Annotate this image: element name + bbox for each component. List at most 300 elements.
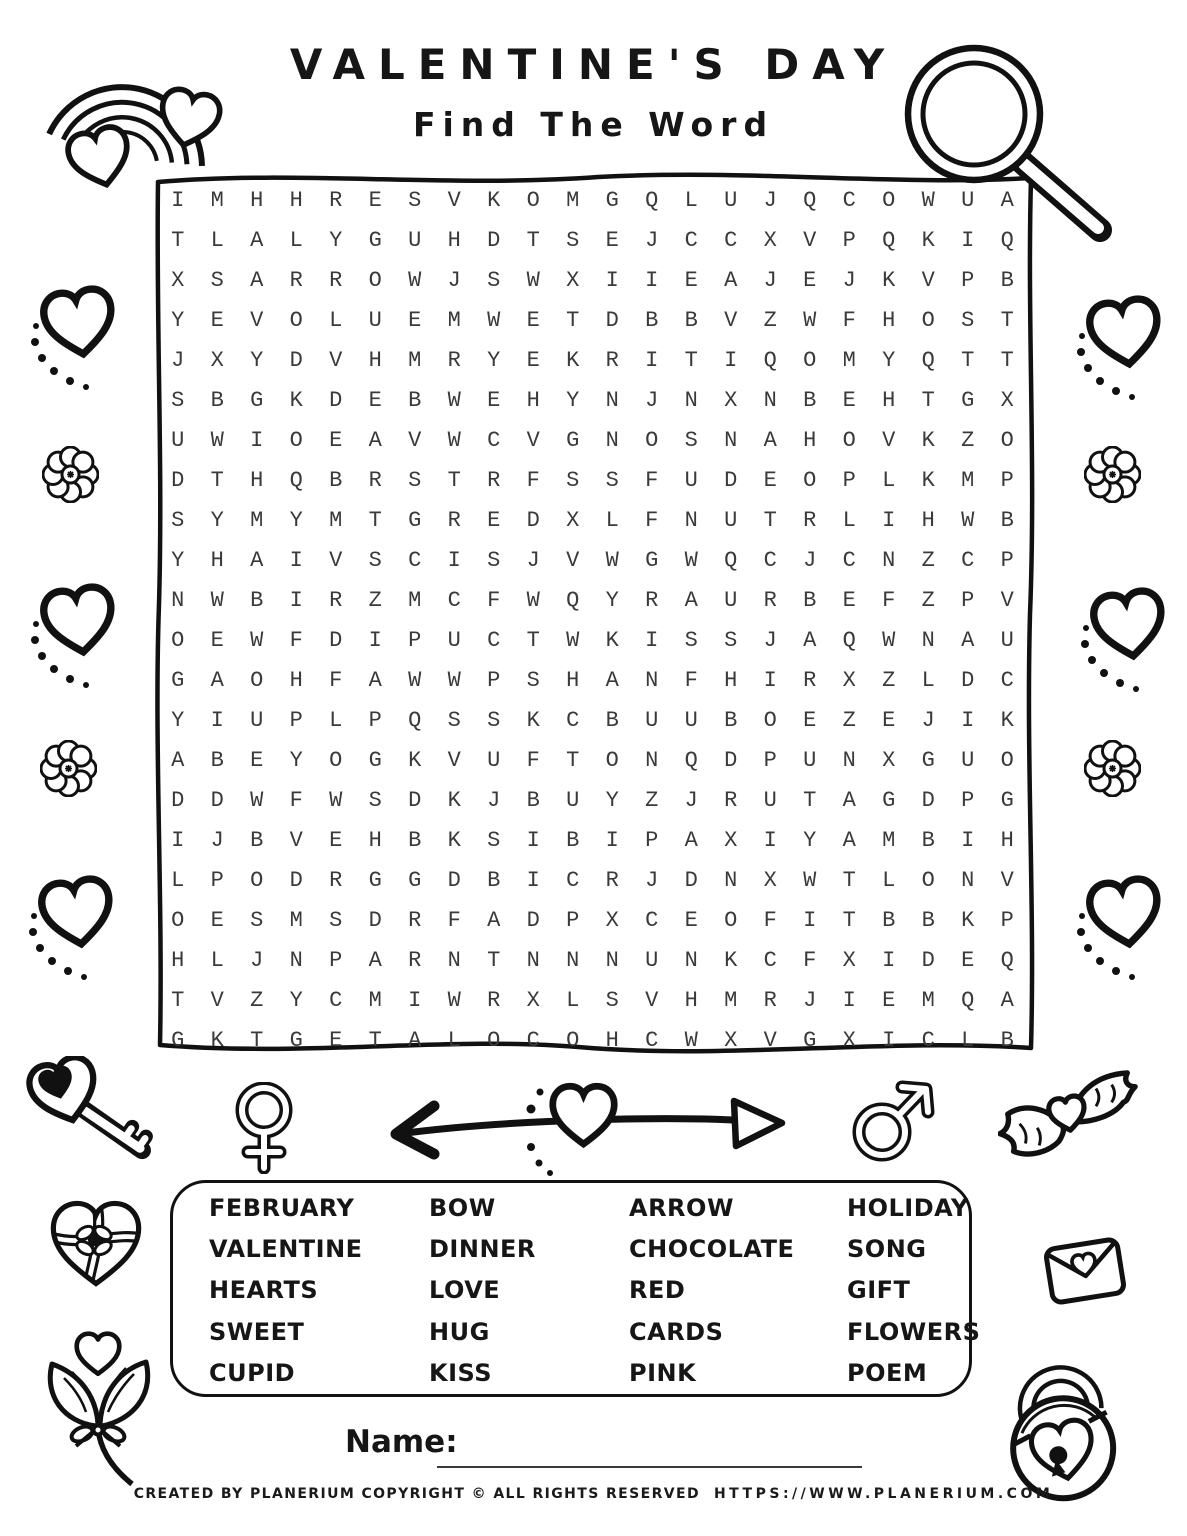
- female-symbol-icon: [230, 1082, 302, 1174]
- grid-letter: Q: [961, 988, 975, 1013]
- grid-letter: U: [645, 948, 659, 973]
- grid-letter: E: [210, 628, 224, 653]
- grid-letter: V: [210, 988, 224, 1013]
- grid-letter: O: [882, 188, 896, 213]
- grid-letter: I: [171, 188, 185, 213]
- grid-letter: E: [763, 468, 777, 493]
- grid-letter: A: [763, 428, 777, 453]
- grid-letter: C: [961, 548, 975, 573]
- grid-letter: C: [566, 708, 580, 733]
- grid-letter: Q: [1000, 948, 1014, 973]
- grid-letter: G: [408, 508, 422, 533]
- word-item: ARROW: [629, 1194, 734, 1222]
- grid-letter: H: [684, 988, 698, 1013]
- word-search-grid-box: [148, 164, 1041, 1062]
- grid-letter: Y: [171, 308, 185, 333]
- grid-row: [158, 901, 1027, 941]
- grid-letter: P: [566, 908, 580, 933]
- grid-letter: D: [210, 788, 224, 813]
- grid-letter: Y: [487, 348, 501, 373]
- grid-letter: V: [803, 228, 817, 253]
- grid-letter: Y: [803, 828, 817, 853]
- grid-letter: B: [1000, 508, 1014, 533]
- grid-letter: W: [882, 628, 896, 653]
- grid-letter: X: [526, 988, 540, 1013]
- grid-letter: I: [961, 228, 975, 253]
- footer-credit: CREATED BY PLANERIUM COPYRIGHT © ALL RIGHTS RESERVED: [133, 1486, 700, 1502]
- grid-letter: H: [605, 1028, 619, 1053]
- grid-letter: U: [566, 788, 580, 813]
- grid-letter: A: [1000, 988, 1014, 1013]
- grid-letter: C: [842, 188, 856, 213]
- grid-letter: M: [250, 508, 264, 533]
- grid-letter: T: [368, 508, 382, 533]
- grid-letter: Z: [645, 788, 659, 813]
- grid-letter: R: [329, 268, 343, 293]
- grid-letter: H: [921, 508, 935, 533]
- grid-letter: T: [803, 788, 817, 813]
- grid-letter: A: [842, 828, 856, 853]
- grid-letter: W: [447, 388, 461, 413]
- page-title: VALENTINE'S DAY: [289, 40, 898, 89]
- grid-letter: N: [645, 748, 659, 773]
- grid-letter: M: [408, 588, 422, 613]
- grid-letter: T: [447, 468, 461, 493]
- grid-letter: S: [329, 908, 343, 933]
- grid-letter: S: [171, 508, 185, 533]
- grid-letter: E: [803, 268, 817, 293]
- grid-letter: E: [329, 428, 343, 453]
- grid-letter: R: [447, 508, 461, 533]
- grid-letter: I: [368, 628, 382, 653]
- grid-letter: F: [842, 308, 856, 333]
- grid-letter: O: [250, 868, 264, 893]
- grid-letter: Y: [289, 748, 303, 773]
- grid-letter: J: [487, 788, 501, 813]
- word-item: HEARTS: [209, 1276, 319, 1305]
- grid-letter: G: [882, 788, 896, 813]
- grid-letter: K: [408, 748, 422, 773]
- grid-letter: X: [566, 508, 580, 533]
- grid-letter: K: [487, 188, 501, 213]
- grid-letter: J: [921, 708, 935, 733]
- grid-letter: G: [605, 188, 619, 213]
- grid-letter: I: [763, 828, 777, 853]
- word-item: LOVE: [429, 1276, 501, 1305]
- grid-letter: O: [368, 268, 382, 293]
- grid-letter: I: [645, 348, 659, 373]
- male-symbol-icon: [850, 1078, 936, 1164]
- grid-letter: F: [487, 588, 501, 613]
- grid-letter: F: [882, 588, 896, 613]
- grid-letter: W: [329, 788, 343, 813]
- grid-row: [158, 781, 1027, 821]
- word-item: CUPID: [209, 1358, 296, 1387]
- grid-letter: W: [447, 668, 461, 693]
- grid-letter: P: [408, 628, 422, 653]
- grid-letter: C: [763, 548, 777, 573]
- grid-letter: R: [408, 908, 422, 933]
- grid-letter: R: [329, 588, 343, 613]
- grid-letter: B: [921, 828, 935, 853]
- grid-letter: C: [763, 948, 777, 973]
- grid-letter: G: [171, 668, 185, 693]
- grid-row: [158, 1021, 1027, 1061]
- grid-letter: W: [803, 308, 817, 333]
- grid-letter: U: [408, 228, 422, 253]
- grid-letter: F: [447, 908, 461, 933]
- grid-letter: R: [289, 268, 303, 293]
- grid-letter: C: [645, 1028, 659, 1053]
- grid-letter: T: [842, 908, 856, 933]
- grid-letter: A: [684, 588, 698, 613]
- grid-letter: H: [526, 388, 540, 413]
- grid-letter: B: [408, 388, 422, 413]
- grid-letter: B: [645, 308, 659, 333]
- doodle-heart-icon: [26, 872, 118, 984]
- grid-letter: U: [684, 468, 698, 493]
- grid-letter: J: [250, 948, 264, 973]
- grid-letter: W: [447, 988, 461, 1013]
- daisy-flower-icon: [42, 446, 99, 503]
- grid-letter: G: [408, 868, 422, 893]
- grid-letter: C: [487, 628, 501, 653]
- grid-letter: P: [329, 948, 343, 973]
- grid-letter: T: [566, 308, 580, 333]
- grid-letter: L: [882, 468, 896, 493]
- grid-letter: A: [171, 748, 185, 773]
- grid-letter: D: [329, 388, 343, 413]
- grid-letter: O: [250, 668, 264, 693]
- grid-letter: R: [368, 468, 382, 493]
- grid-letter: W: [605, 548, 619, 573]
- grid-letter: H: [368, 828, 382, 853]
- grid-letter: N: [289, 948, 303, 973]
- grid-letter: F: [289, 628, 303, 653]
- grid-letter: S: [171, 388, 185, 413]
- grid-letter: U: [724, 508, 738, 533]
- grid-letter: W: [408, 668, 422, 693]
- grid-letter: V: [329, 348, 343, 373]
- chocolate-box-icon: [42, 1192, 150, 1296]
- grid-row: [158, 661, 1027, 701]
- grid-letter: X: [171, 268, 185, 293]
- doodle-heart-icon: [1074, 872, 1166, 984]
- grid-letter: V: [526, 428, 540, 453]
- grid-letter: U: [724, 588, 738, 613]
- grid-letter: M: [289, 908, 303, 933]
- grid-letter: F: [289, 788, 303, 813]
- grid-letter: L: [882, 868, 896, 893]
- grid-letter: M: [408, 348, 422, 373]
- grid-letter: J: [210, 828, 224, 853]
- word-bank-column: [847, 1188, 980, 1394]
- tulip-icon: [36, 1326, 160, 1490]
- grid-letter: V: [329, 548, 343, 573]
- grid-letter: I: [171, 828, 185, 853]
- grid-letter: S: [408, 188, 422, 213]
- grid-letter: W: [961, 508, 975, 533]
- grid-letter: V: [447, 748, 461, 773]
- grid-letter: A: [408, 1028, 422, 1053]
- grid-letter: K: [447, 788, 461, 813]
- grid-letter: Q: [842, 628, 856, 653]
- grid-letter: N: [566, 948, 580, 973]
- grid-letter: B: [210, 388, 224, 413]
- grid-letter: J: [645, 388, 659, 413]
- grid-letter: R: [645, 588, 659, 613]
- doodle-heart-icon: [1074, 292, 1166, 404]
- grid-letter: G: [368, 868, 382, 893]
- grid-letter: Y: [289, 988, 303, 1013]
- grid-letter: J: [763, 188, 777, 213]
- grid-letter: A: [250, 228, 264, 253]
- grid-letter: T: [250, 1028, 264, 1053]
- grid-letter: L: [210, 228, 224, 253]
- grid-letter: D: [289, 348, 303, 373]
- grid-letter: S: [368, 548, 382, 573]
- grid-letter: I: [289, 548, 303, 573]
- grid-letter: D: [921, 948, 935, 973]
- grid-letter: L: [447, 1028, 461, 1053]
- grid-letter: O: [566, 1028, 580, 1053]
- grid-letter: N: [605, 388, 619, 413]
- grid-letter: U: [250, 708, 264, 733]
- daisy-flower-icon: [1084, 740, 1141, 797]
- grid-letter: Y: [605, 788, 619, 813]
- grid-letter: O: [803, 348, 817, 373]
- grid-letter: C: [487, 428, 501, 453]
- grid-letter: W: [408, 268, 422, 293]
- grid-letter: V: [447, 188, 461, 213]
- grid-letter: C: [447, 588, 461, 613]
- word-item: RED: [629, 1276, 686, 1305]
- grid-letter: U: [763, 788, 777, 813]
- grid-letter: E: [487, 388, 501, 413]
- grid-letter: W: [487, 308, 501, 333]
- grid-letter: Z: [368, 588, 382, 613]
- grid-letter: Q: [645, 188, 659, 213]
- grid-letter: P: [368, 708, 382, 733]
- grid-letter: B: [684, 308, 698, 333]
- grid-letter: W: [921, 188, 935, 213]
- grid-letter: O: [526, 188, 540, 213]
- grid-letter: O: [171, 628, 185, 653]
- grid-letter: P: [289, 708, 303, 733]
- grid-letter: S: [368, 788, 382, 813]
- word-search-grid: [158, 181, 1027, 1061]
- grid-letter: G: [566, 428, 580, 453]
- grid-letter: D: [368, 908, 382, 933]
- grid-letter: C: [921, 1028, 935, 1053]
- grid-letter: I: [250, 428, 264, 453]
- grid-letter: B: [803, 388, 817, 413]
- word-item: DINNER: [429, 1235, 536, 1264]
- cupid-arrow-heart-icon: [382, 1070, 797, 1180]
- grid-letter: H: [250, 468, 264, 493]
- grid-letter: D: [171, 468, 185, 493]
- grid-letter: I: [961, 828, 975, 853]
- daisy-flower-icon: [40, 740, 97, 797]
- grid-letter: D: [447, 868, 461, 893]
- grid-letter: B: [605, 708, 619, 733]
- grid-letter: E: [684, 908, 698, 933]
- grid-letter: D: [289, 868, 303, 893]
- grid-letter: E: [487, 508, 501, 533]
- grid-row: [158, 861, 1027, 901]
- grid-letter: R: [605, 348, 619, 373]
- word-item: KISS: [429, 1358, 493, 1387]
- grid-letter: Y: [882, 348, 896, 373]
- grid-letter: R: [487, 988, 501, 1013]
- grid-letter: B: [803, 588, 817, 613]
- footer: [0, 1486, 1187, 1502]
- grid-letter: I: [210, 708, 224, 733]
- grid-letter: B: [210, 748, 224, 773]
- grid-letter: H: [882, 388, 896, 413]
- grid-letter: K: [566, 348, 580, 373]
- grid-letter: K: [1000, 708, 1014, 733]
- grid-letter: C: [526, 1028, 540, 1053]
- grid-letter: G: [368, 748, 382, 773]
- grid-letter: L: [329, 708, 343, 733]
- grid-letter: L: [842, 508, 856, 533]
- grid-letter: A: [368, 668, 382, 693]
- grid-letter: T: [763, 508, 777, 533]
- grid-letter: F: [645, 508, 659, 533]
- grid-letter: Y: [250, 348, 264, 373]
- grid-row: [158, 621, 1027, 661]
- grid-letter: A: [842, 788, 856, 813]
- word-item: HOLIDAY: [847, 1194, 969, 1222]
- grid-letter: K: [921, 428, 935, 453]
- grid-letter: G: [368, 228, 382, 253]
- grid-letter: X: [842, 948, 856, 973]
- grid-letter: E: [605, 228, 619, 253]
- grid-letter: Y: [329, 228, 343, 253]
- grid-letter: I: [882, 1028, 896, 1053]
- grid-letter: F: [329, 668, 343, 693]
- grid-letter: T: [171, 228, 185, 253]
- grid-letter: M: [921, 988, 935, 1013]
- grid-letter: P: [763, 748, 777, 773]
- grid-letter: S: [566, 228, 580, 253]
- grid-letter: Z: [961, 428, 975, 453]
- grid-letter: D: [921, 788, 935, 813]
- grid-letter: G: [250, 388, 264, 413]
- grid-row: [158, 581, 1027, 621]
- grid-letter: B: [487, 868, 501, 893]
- grid-letter: H: [171, 948, 185, 973]
- grid-letter: N: [684, 508, 698, 533]
- grid-letter: E: [684, 268, 698, 293]
- grid-letter: P: [1000, 908, 1014, 933]
- grid-letter: X: [882, 748, 896, 773]
- doodle-heart-icon: [28, 282, 120, 394]
- grid-letter: T: [1000, 348, 1014, 373]
- grid-letter: N: [645, 668, 659, 693]
- grid-letter: T: [684, 348, 698, 373]
- grid-letter: Z: [763, 308, 777, 333]
- grid-letter: A: [684, 828, 698, 853]
- word-item: SWEET: [209, 1317, 305, 1346]
- grid-letter: Y: [171, 708, 185, 733]
- grid-row: [158, 381, 1027, 421]
- grid-letter: X: [763, 868, 777, 893]
- grid-letter: W: [803, 868, 817, 893]
- grid-letter: K: [921, 228, 935, 253]
- grid-letter: R: [763, 988, 777, 1013]
- grid-letter: T: [961, 348, 975, 373]
- grid-letter: K: [210, 1028, 224, 1053]
- grid-letter: D: [684, 868, 698, 893]
- grid-letter: E: [803, 708, 817, 733]
- grid-letter: O: [724, 908, 738, 933]
- grid-letter: Y: [605, 588, 619, 613]
- grid-letter: S: [250, 908, 264, 933]
- grid-letter: V: [645, 988, 659, 1013]
- heart-key-icon: [26, 1056, 158, 1166]
- grid-letter: G: [921, 748, 935, 773]
- heart-padlock-icon: [996, 1356, 1130, 1504]
- grid-letter: O: [842, 428, 856, 453]
- grid-letter: A: [368, 428, 382, 453]
- word-item: PINK: [629, 1358, 697, 1387]
- grid-letter: I: [526, 828, 540, 853]
- grid-letter: U: [684, 708, 698, 733]
- grid-letter: O: [763, 708, 777, 733]
- grid-letter: S: [684, 428, 698, 453]
- grid-letter: I: [645, 628, 659, 653]
- name-label: Name:: [345, 1424, 458, 1460]
- grid-letter: A: [724, 268, 738, 293]
- grid-letter: S: [408, 468, 422, 493]
- grid-letter: P: [961, 788, 975, 813]
- grid-row: [158, 941, 1027, 981]
- grid-letter: D: [487, 228, 501, 253]
- grid-letter: X: [842, 668, 856, 693]
- grid-letter: U: [803, 748, 817, 773]
- word-item: POEM: [847, 1358, 928, 1387]
- footer-url: HTTPS://WWW.PLANERIUM.COM: [713, 1486, 1054, 1502]
- grid-letter: Y: [566, 388, 580, 413]
- grid-letter: N: [961, 868, 975, 893]
- grid-letter: S: [447, 708, 461, 733]
- grid-letter: S: [487, 708, 501, 733]
- grid-letter: G: [645, 548, 659, 573]
- grid-letter: E: [408, 308, 422, 333]
- grid-letter: O: [329, 748, 343, 773]
- grid-letter: W: [684, 1028, 698, 1053]
- grid-letter: Z: [842, 708, 856, 733]
- grid-letter: B: [724, 708, 738, 733]
- grid-letter: O: [171, 908, 185, 933]
- grid-letter: Z: [250, 988, 264, 1013]
- grid-letter: M: [842, 348, 856, 373]
- grid-letter: A: [368, 948, 382, 973]
- grid-letter: D: [605, 308, 619, 333]
- grid-letter: N: [882, 548, 896, 573]
- grid-letter: B: [882, 908, 896, 933]
- grid-letter: I: [605, 268, 619, 293]
- grid-letter: S: [487, 548, 501, 573]
- grid-letter: K: [447, 828, 461, 853]
- grid-row: [158, 421, 1027, 461]
- grid-letter: G: [1000, 788, 1014, 813]
- grid-letter: A: [250, 548, 264, 573]
- grid-letter: J: [526, 548, 540, 573]
- grid-letter: U: [171, 428, 185, 453]
